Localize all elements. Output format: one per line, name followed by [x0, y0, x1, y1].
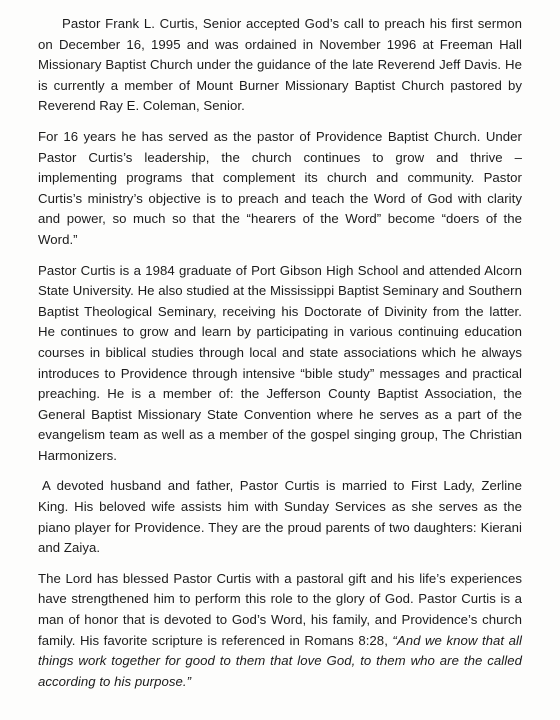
- biography-text: [38, 14, 522, 702]
- paragraph-family: A devoted husband and father, Pastor Curtis is married to First Lady, Zerline King. His beloved wife assists him with Sunday Services as she serves as the piano player for Providence. They are the proud parents of two daughters: Kierani and Zaiya.: [38, 478, 522, 556]
- paragraph-scripture: [38, 569, 522, 693]
- paragraph-pastorate: For 16 years he has served as the pastor of Providence Baptist Church. Under Pastor Curtis’s leadership, the church continues to grow and thrive – implementing programs that complement its church and community. Pastor Curtis’s ministry’s objective is to preach and teach the Word of God with clarity and power, so much so that the “hearers of the Word” become “doers of the Word.”: [38, 128, 522, 247]
- scripture-intro: The Lord has blessed Pastor Curtis with a pastoral gift and his life’s experiences have strengthened him to perform this role to the glory of God. Pastor Curtis is a man of honor that is devoted to God’s Word, his family, and Providence’s church family. His favorite scripture is referenced in Romans 8:28,: [38, 570, 522, 648]
- scripture-quote: “And we know that all things work together for good to them that love God, to them who are the called according to his purpose.”: [38, 632, 522, 689]
- paragraph-education: Pastor Curtis is a 1984 graduate of Port Gibson High School and attended Alcorn State University. He also studied at the Mississippi Baptist Seminary and Southern Baptist Theological Seminary, receiving his Doctorate of Divinity from the latter. He continues to grow and learn by participating in various continuing education courses in biblical studies through local and state associations which he always introduces to Providence through intensive “bible study” messages and practical preaching. He is a member of: the Jefferson County Baptist Association, the General Baptist Missionary State Convention where he serves as a part of the evangelism team as well as a member of the gospel singing group, The Christian Harmonizers.: [38, 262, 522, 463]
- paragraph-call-to-preach: Pastor Frank L. Curtis, Senior accepted God’s call to preach his first sermon on December 16, 1995 and was ordained in November 1996 at Freeman Hall Missionary Baptist Church under the guidance of the late Reverend Jeff Davis. He is currently a member of Mount Burner Missionary Baptist Church pastored by Reverend Ray E. Coleman, Senior.: [38, 16, 522, 114]
